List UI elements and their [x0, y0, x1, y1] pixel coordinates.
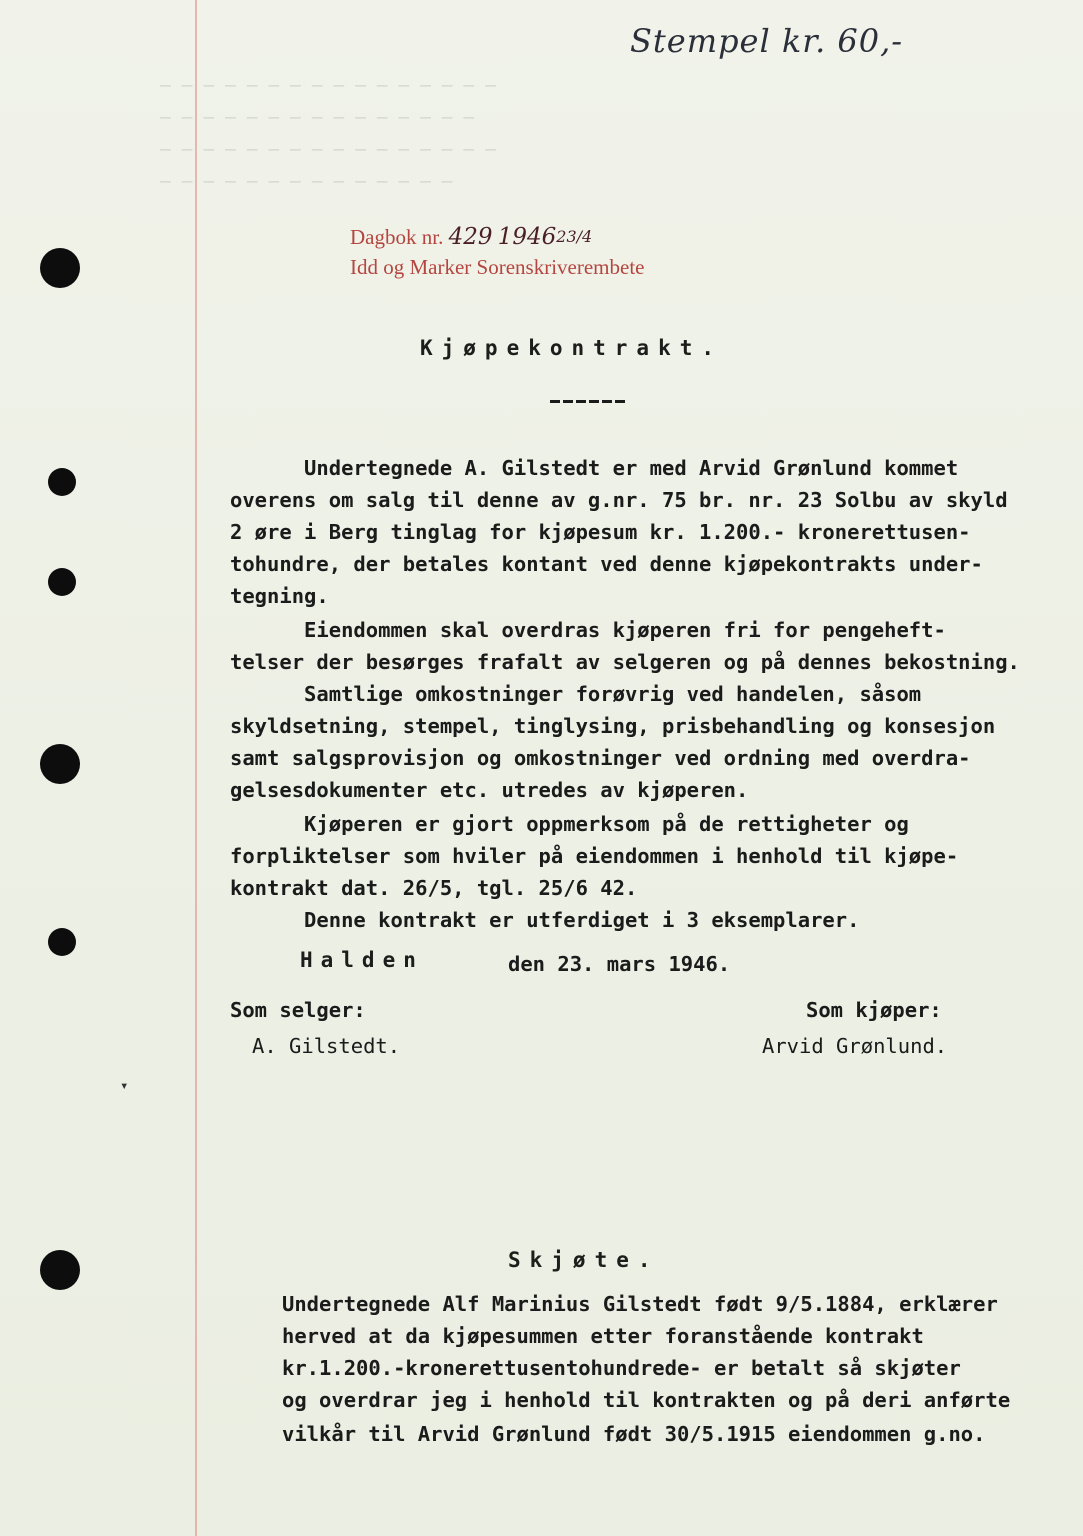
contract-line: tegning.	[230, 584, 329, 608]
office-name: Idd og Marker Sorenskriverembete	[350, 255, 645, 279]
title-underline	[550, 400, 628, 403]
seller-label: Som selger:	[230, 998, 366, 1022]
deed-line: kr.1.200.-kronerettusentohundrede- er betalt så skjøter	[282, 1356, 961, 1380]
punch-hole	[48, 928, 76, 956]
contract-line: gelsesdokumenter etc. utredes av kjøperen.	[230, 778, 749, 802]
journal-number: 429	[448, 224, 493, 250]
deed-line: herved at da kjøpesummen etter foranstående kontrakt	[282, 1324, 924, 1348]
deed-title: Skjøte.	[508, 1248, 660, 1272]
contract-line: Denne kontrakt er utferdiget i 3 eksemplarer.	[230, 908, 860, 932]
journal-date: 23/4	[556, 227, 593, 246]
punch-hole	[40, 744, 80, 784]
stamp-fee-note: Stempel kr. 60,-	[630, 22, 904, 60]
punch-hole	[48, 568, 76, 596]
contract-date: den 23. mars 1946.	[508, 952, 731, 976]
contract-line: kontrakt dat. 26/5, tgl. 25/6 42.	[230, 876, 638, 900]
contract-line: forpliktelser som hviler på eiendommen i henhold til kjøpe-	[230, 844, 959, 868]
margin-mark: ▾	[120, 1078, 129, 1094]
seller-name: A. Gilstedt.	[252, 1034, 401, 1058]
deed-line: Undertegnede Alf Marinius Gilstedt født 9/5.1884, erklærer	[282, 1292, 998, 1316]
punch-hole	[40, 248, 80, 288]
deed-line: vilkår til Arvid Grønlund født 30/5.1915 eiendommen g.no.	[282, 1422, 986, 1446]
contract-line: samt salgsprovisjon og omkostninger ved ordning med overdra-	[230, 746, 971, 770]
journal-label: Dagbok nr.	[350, 225, 444, 249]
contract-line: Undertegnede A. Gilstedt er med Arvid Grønlund kommet	[230, 456, 959, 480]
contract-line: telser der besørges frafalt av selgeren og på dennes bekostning.	[230, 650, 1020, 674]
contract-title: Kjøpekontrakt.	[420, 336, 724, 360]
buyer-name: Arvid Grønlund.	[762, 1034, 948, 1058]
punch-hole	[48, 468, 76, 496]
buyer-label: Som kjøper:	[806, 998, 942, 1022]
contract-line: 2 øre i Berg tinglag for kjøpesum kr. 1.200.- kronerettusen-	[230, 520, 971, 544]
contract-line: Eiendommen skal overdras kjøperen fri for pengeheft-	[230, 618, 946, 642]
punch-hole	[40, 1250, 80, 1290]
registry-stamp	[350, 222, 644, 282]
contract-line: overens om salg til denne av g.nr. 75 br. nr. 23 Solbu av skyld	[230, 488, 1008, 512]
contract-line: tohundre, der betales kontant ved denne kjøpekontrakts under-	[230, 552, 983, 576]
contract-line: Kjøperen er gjort oppmerksom på de rettigheter og	[230, 812, 909, 836]
contract-line: Samtlige omkostninger forøvrig ved handelen, såsom	[230, 682, 922, 706]
margin-line	[195, 0, 197, 1536]
bleed-through: — — — — — — — — — — — — — — — — — — — — — — — — — — — — — — — — — — — — — — — — — — — — — — — — — — — — — — — — — — — — —	[160, 75, 496, 192]
contract-place: Halden	[300, 948, 424, 972]
deed-line: og overdrar jeg i henhold til kontrakten og på deri anførte	[282, 1388, 1011, 1412]
journal-year: 1946	[497, 224, 557, 250]
contract-line: skyldsetning, stempel, tinglysing, prisbehandling og konsesjon	[230, 714, 996, 738]
